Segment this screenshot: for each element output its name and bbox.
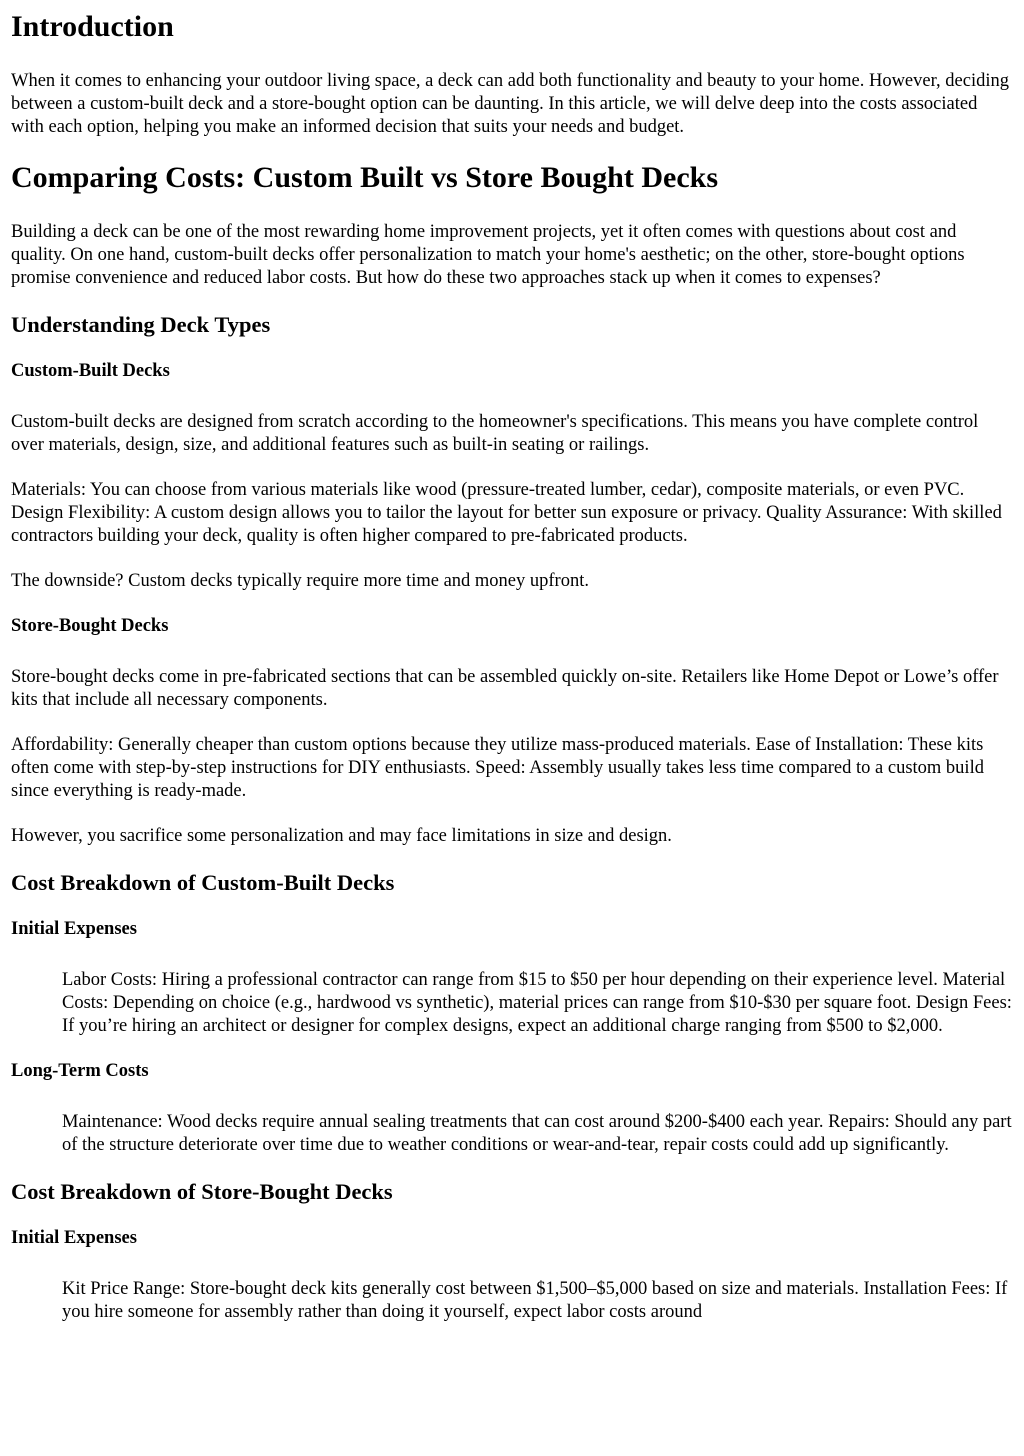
paragraph-introduction: When it comes to enhancing your outdoor living space, a deck can add both functionality and beauty to your home. However, deciding between a custom-built deck and a store-bought option can be daunting. In this article, we will delve deep into the costs associated with each option, helping you make an informed decision that suits your needs and budget. bbox=[11, 71, 1009, 137]
paragraph-custom-features: Materials: You can choose from various materials like wood (pressure-treated lumber, cedar), composite materials, or even PVC. Design Flexibility: A custom design allows you to tailor the layout for better sun exposure or privacy. Quality Assurance: With skilled contractors building your deck, quality is often higher compared to pre-fabricated products. bbox=[11, 480, 1002, 546]
quote-custom-long-term-costs: Maintenance: Wood decks require annual sealing treatments that can cost around $200-$400 each year. Repairs: Should any part of the structure deteriorate over time due to weather conditions or wear-and-tear, repair costs could add up significantly. bbox=[62, 1112, 1012, 1155]
paragraph-custom-downside: The downside? Custom decks typically require more time and money upfront. bbox=[11, 571, 589, 591]
heading-custom-built-decks: Custom-Built Decks bbox=[11, 361, 170, 381]
heading-understanding-deck-types: Understanding Deck Types bbox=[11, 312, 271, 337]
heading-store-initial-expenses: Initial Expenses bbox=[11, 1228, 137, 1248]
heading-store-bought-decks: Store-Bought Decks bbox=[11, 616, 169, 636]
quote-custom-initial-expenses: Labor Costs: Hiring a professional contractor can range from $15 to $50 per hour depending on their experience level. Material Costs: Depending on choice (e.g., hardwood vs synthetic), material prices can range from $10-$30 per square foot. Design Fees: If you’re hiring an architect or designer for complex designs, expect an additional charge ranging from $500 to $2,000. bbox=[62, 970, 1012, 1036]
paragraph-store-intro: Store-bought decks come in pre-fabricated sections that can be assembled quickly on-site. Retailers like Home Depot or Lowe’s offer kits that include all necessary components. bbox=[11, 667, 999, 710]
paragraph-store-downside: However, you sacrifice some personalization and may face limitations in size and design. bbox=[11, 826, 672, 846]
heading-introduction: Introduction bbox=[11, 10, 174, 43]
heading-custom-cost-breakdown: Cost Breakdown of Custom-Built Decks bbox=[11, 870, 395, 895]
paragraph-custom-intro: Custom-built decks are designed from scratch according to the homeowner's specifications. This means you have complete control over materials, design, size, and additional features such as built-in seating or railings. bbox=[11, 412, 979, 455]
article bbox=[0, 10, 1024, 1324]
quote-store-initial-expenses: Kit Price Range: Store-bought deck kits generally cost between $1,500–$5,000 based on size and materials. Installation Fees: If you hire someone for assembly rather than doing it yourself, expect labor costs around bbox=[62, 1279, 1008, 1322]
heading-custom-long-term-costs: Long-Term Costs bbox=[11, 1061, 149, 1081]
paragraph-store-features: Affordability: Generally cheaper than custom options because they utilize mass-produced materials. Ease of Installation: These kits often come with step-by-step instructions for DIY enthusiasts. Speed: Assembly usually takes less time compared to a custom build since everything is ready-made. bbox=[11, 735, 984, 801]
paragraph-comparing-costs: Building a deck can be one of the most rewarding home improvement projects, yet it often comes with questions about cost and quality. On one hand, custom-built decks offer personalization to match your home's aesthetic; on the other, store-bought options promise convenience and reduced labor costs. But how do these two approaches stack up when it comes to expenses? bbox=[11, 222, 965, 288]
heading-comparing-costs: Comparing Costs: Custom Built vs Store Bought Decks bbox=[11, 161, 718, 194]
heading-store-cost-breakdown: Cost Breakdown of Store-Bought Decks bbox=[11, 1179, 393, 1204]
heading-custom-initial-expenses: Initial Expenses bbox=[11, 919, 137, 939]
